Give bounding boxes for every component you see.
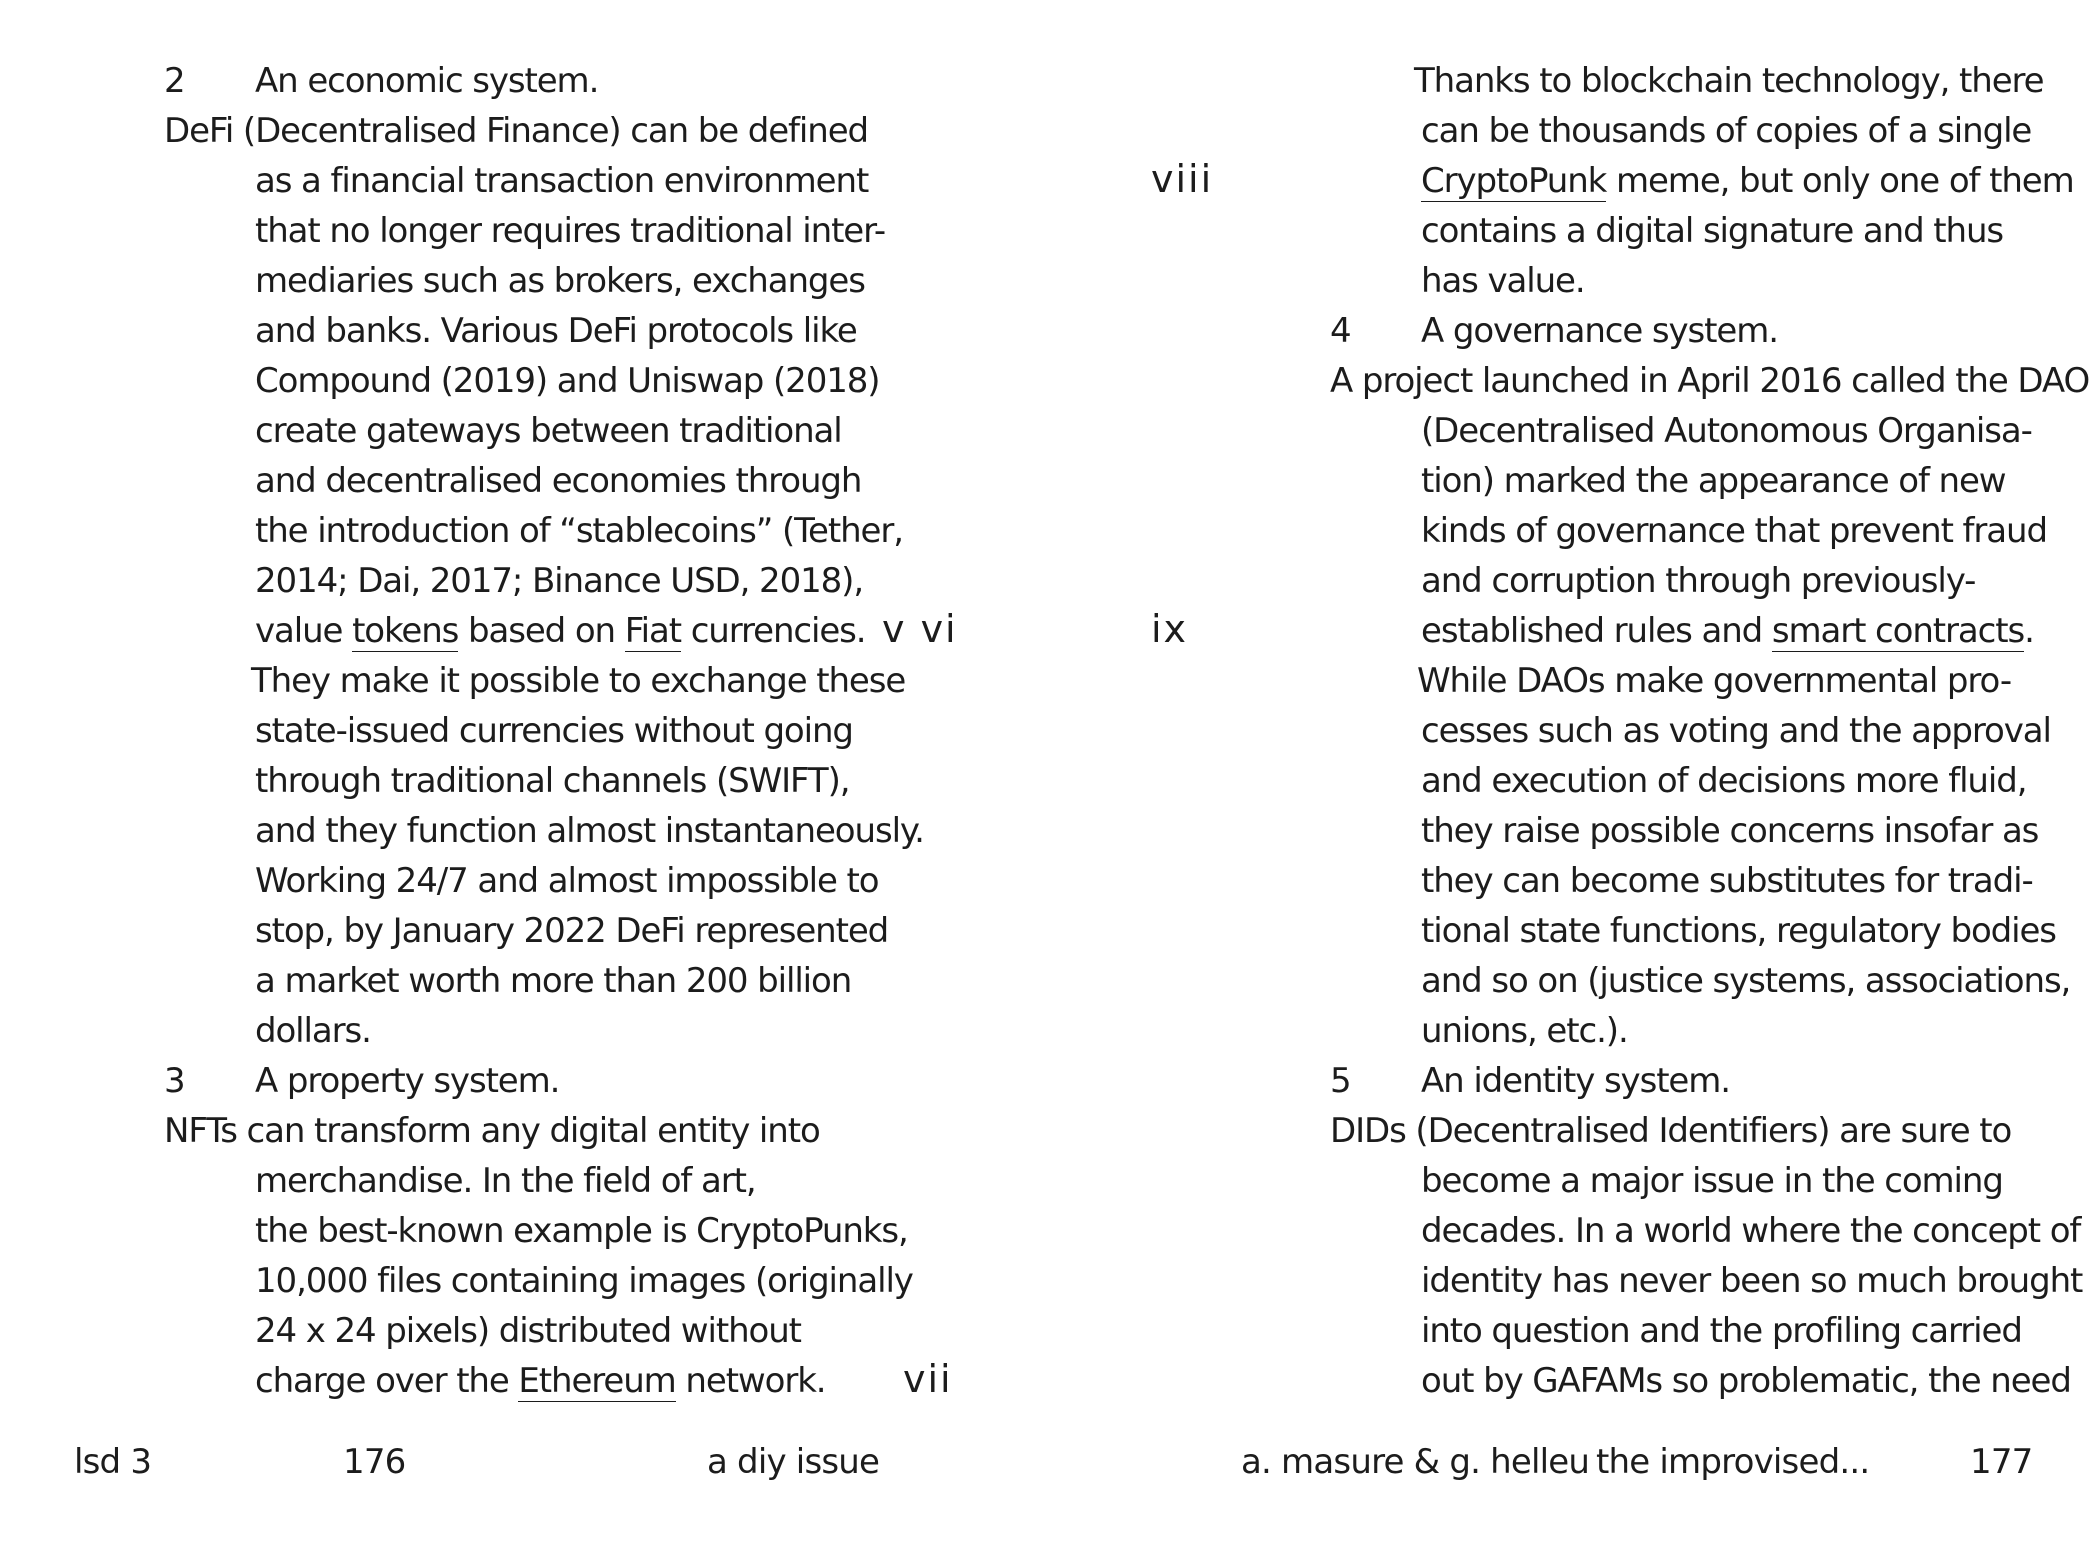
body-line: DeFi (Decentralised Finance) can be defined bbox=[164, 111, 869, 151]
section-4-heading: A governance system. bbox=[1421, 311, 1778, 351]
body-line: NFTs can transform any digital entity into bbox=[164, 1111, 820, 1151]
body-line: 24 x 24 pixels) distributed without bbox=[255, 1311, 801, 1351]
body-line: and execution of decisions more fluid, bbox=[1421, 761, 2027, 801]
note-marker-vii[interactable]: vii bbox=[903, 1357, 953, 1401]
body-line: kinds of governance that prevent fraud bbox=[1421, 511, 2047, 551]
body-line: dollars. bbox=[255, 1011, 371, 1051]
text-fragment: value bbox=[255, 611, 353, 651]
body-line: the introduction of “stablecoins” (Tether, bbox=[255, 511, 903, 551]
body-line: (Decentralised Autonomous Organisa- bbox=[1421, 411, 2032, 451]
note-marker-v-vi[interactable]: v vi bbox=[882, 607, 958, 651]
body-line: 10,000 files containing images (originally bbox=[255, 1261, 913, 1301]
text-fragment: . bbox=[2024, 611, 2034, 651]
body-line: as a financial transaction environment bbox=[255, 161, 869, 201]
footer-journal: lsd 3 bbox=[74, 1442, 152, 1482]
body-line: decades. In a world where the concept of bbox=[1421, 1211, 2081, 1251]
body-line: tion) marked the appearance of new bbox=[1421, 461, 2006, 501]
text-fragment: currencies. bbox=[680, 611, 866, 651]
body-line-cryptopunk bbox=[1421, 156, 2074, 206]
body-line: contains a digital signature and thus bbox=[1421, 211, 2004, 251]
body-line: can be thousands of copies of a single bbox=[1421, 111, 2032, 151]
fiat-link[interactable]: Fiat bbox=[624, 611, 681, 651]
body-line-tokens bbox=[255, 606, 866, 656]
body-line: they raise possible concerns insofar as bbox=[1421, 811, 2039, 851]
tokens-link[interactable]: tokens bbox=[352, 611, 459, 651]
section-3-heading: A property system. bbox=[255, 1061, 560, 1101]
body-line: a market worth more than 200 billion bbox=[255, 961, 852, 1001]
body-line-smart-contracts bbox=[1421, 606, 2034, 656]
text-fragment: network. bbox=[675, 1361, 826, 1401]
section-2-number: 2 bbox=[164, 61, 185, 101]
body-line: unions, etc.). bbox=[1421, 1011, 1628, 1051]
text-fragment: established rules and bbox=[1421, 611, 1772, 651]
body-line: tional state functions, regulatory bodies bbox=[1421, 911, 2056, 951]
body-line: cesses such as voting and the approval bbox=[1421, 711, 2051, 751]
body-line: Compound (2019) and Uniswap (2018) bbox=[255, 361, 880, 401]
smart-contracts-link[interactable]: smart contracts bbox=[1771, 611, 2025, 651]
body-line: state-issued currencies without going bbox=[255, 711, 853, 751]
body-line: DIDs (Decentralised Identifiers) are sure to bbox=[1330, 1111, 2012, 1151]
body-line: into question and the profiling carried bbox=[1421, 1311, 2022, 1351]
footer-title: the improvised... bbox=[1596, 1442, 1870, 1482]
body-line: and banks. Various DeFi protocols like bbox=[255, 311, 857, 351]
note-marker-viii[interactable]: viii bbox=[1151, 157, 1214, 201]
body-line: They make it possible to exchange these bbox=[251, 661, 906, 701]
footer-page-number: 176 bbox=[343, 1442, 406, 1482]
body-line: that no longer requires traditional inter- bbox=[255, 211, 885, 251]
text-fragment: charge over the bbox=[255, 1361, 519, 1401]
section-3-number: 3 bbox=[164, 1061, 185, 1101]
body-line: through traditional channels (SWIFT), bbox=[255, 761, 850, 801]
body-line: has value. bbox=[1421, 261, 1585, 301]
body-line: 2014; Dai, 2017; Binance USD, 2018), bbox=[255, 561, 864, 601]
body-line-ethereum bbox=[255, 1356, 826, 1406]
section-5-number: 5 bbox=[1330, 1061, 1351, 1101]
body-line: Thanks to blockchain technology, there bbox=[1414, 61, 2044, 101]
body-line: out by GAFAMs so problematic, the need bbox=[1421, 1361, 2071, 1401]
text-fragment: based on bbox=[458, 611, 625, 651]
body-line: A project launched in April 2016 called the DAO bbox=[1330, 361, 2090, 401]
body-line: mediaries such as brokers, exchanges bbox=[255, 261, 865, 301]
ethereum-link[interactable]: Ethereum bbox=[518, 1361, 676, 1401]
body-line: they can become substitutes for tradi- bbox=[1421, 861, 2033, 901]
body-line: and corruption through previously- bbox=[1421, 561, 1976, 601]
footer-authors: a. masure & g. helleu bbox=[1241, 1442, 1590, 1482]
cryptopunk-link[interactable]: CryptoPunk bbox=[1421, 161, 1607, 201]
body-line: create gateways between traditional bbox=[255, 411, 842, 451]
body-line: While DAOs make governmental pro- bbox=[1417, 661, 2012, 701]
note-marker-ix[interactable]: ix bbox=[1151, 607, 1189, 651]
footer-page-number: 177 bbox=[1970, 1442, 2033, 1482]
right-page bbox=[1047, 0, 2094, 1543]
body-line: the best-known example is CryptoPunks, bbox=[255, 1211, 908, 1251]
section-2-heading: An economic system. bbox=[255, 61, 599, 101]
body-line: identity has never been so much brought bbox=[1421, 1261, 2083, 1301]
footer-issue: a diy issue bbox=[707, 1442, 880, 1482]
body-line: and decentralised economies through bbox=[255, 461, 862, 501]
body-line: merchandise. In the field of art, bbox=[255, 1161, 756, 1201]
body-line: and they function almost instantaneously. bbox=[255, 811, 924, 851]
section-4-number: 4 bbox=[1330, 311, 1351, 351]
body-line: become a major issue in the coming bbox=[1421, 1161, 2003, 1201]
body-line: and so on (justice systems, associations, bbox=[1421, 961, 2071, 1001]
text-fragment: meme, but only one of them bbox=[1606, 161, 2074, 201]
body-line: stop, by January 2022 DeFi represented bbox=[255, 911, 889, 951]
body-line: Working 24/7 and almost impossible to bbox=[255, 861, 879, 901]
section-5-heading: An identity system. bbox=[1421, 1061, 1730, 1101]
